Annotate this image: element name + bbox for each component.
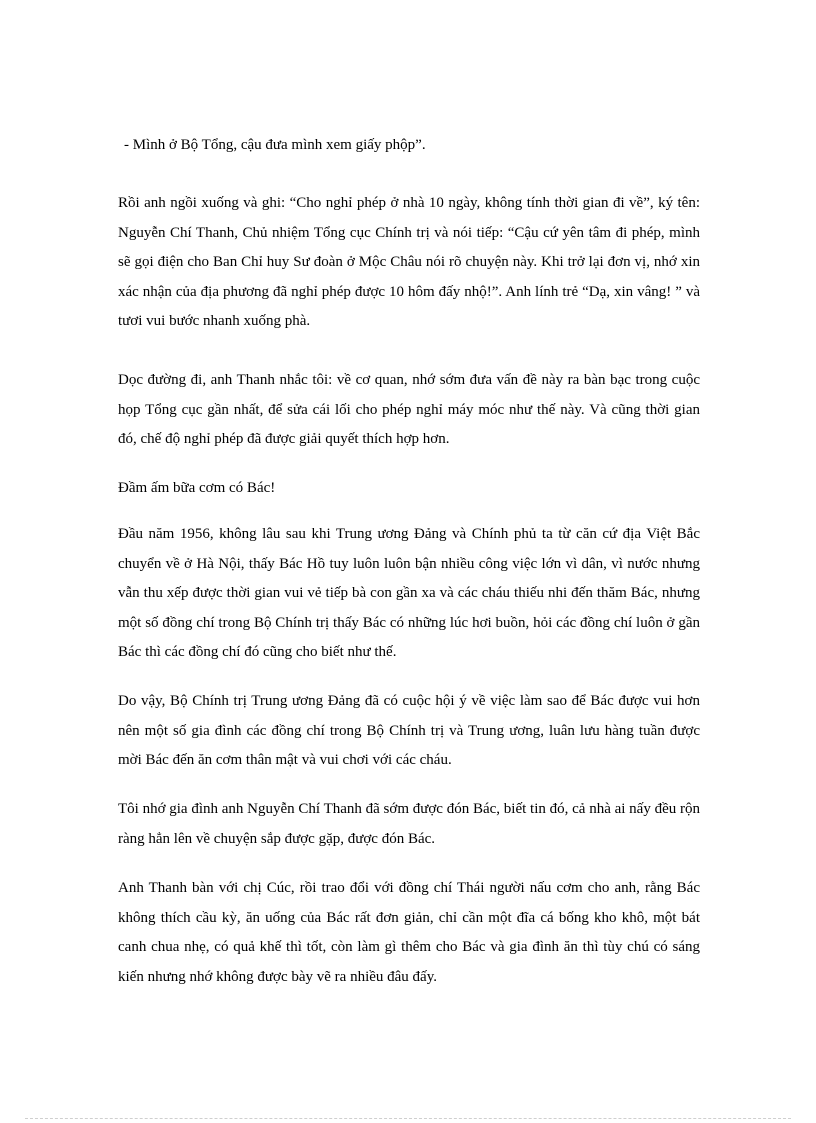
section-heading: Đầm ấm bữa cơm có Bác! (118, 480, 276, 496)
paragraph-3: Đầu năm 1956, không lâu sau khi Trung ương Đảng và Chính phủ ta từ căn cứ địa Việt Bắc chuyển về ở Hà Nội, thấy Bác Hồ tuy luôn luôn bận nhiều công việc lớn vì dân, vì nước nhưng vẫn thu xếp được thời gian vui vẻ tiếp bà con gần xa và các cháu thiếu nhi đến thăm Bác, nhưng một số đồng chí trong Bộ Chính trị thấy Bác có những lúc hơi buồn, hỏi các đồng chí luôn ở gần Bác thì các đồng chí đó cũng cho biết như thế. (118, 526, 700, 660)
dialogue-line: - Mình ở Bộ Tổng, cậu đưa mình xem giấy phộp”. (124, 137, 426, 153)
paragraph-2: Dọc đường đi, anh Thanh nhắc tôi: về cơ quan, nhớ sớm đưa vấn đề này ra bàn bạc trong cuộc họp Tổng cục gần nhất, để sửa cái lối cho phép nghỉ máy móc như thế này. Và cũng thời gian đó, chế độ nghỉ phép đã được giải quyết thích hợp hơn. (118, 372, 700, 447)
paragraph-5: Tôi nhớ gia đình anh Nguyễn Chí Thanh đã sớm được đón Bác, biết tin đó, cả nhà ai nấy đều rộn ràng hẳn lên về chuyện sắp được gặp, được đón Bác. (118, 801, 700, 847)
paragraph-4: Do vậy, Bộ Chính trị Trung ương Đảng đã có cuộc hội ý về việc làm sao để Bác được vui hơn nên một số gia đình các đồng chí trong Bộ Chính trị và Trung ương, luân lưu hàng tuần được mời Bác đến ăn cơm thân mật và vui chơi với các cháu. (118, 693, 700, 768)
page-bottom-divider (25, 1118, 791, 1119)
paragraph-6: Anh Thanh bàn với chị Cúc, rồi trao đổi với đồng chí Thái người nấu cơm cho anh, rằng Bác không thích cầu kỳ, ăn uống của Bác rất đơn giản, chỉ cần một đĩa cá bống kho khô, một bát canh chua nhẹ, có quả khế thì tốt, còn làm gì thêm cho Bác và gia đình ăn thì tùy chú có sáng kiến nhưng nhớ không được bày vẽ ra nhiều đâu đấy. (118, 880, 700, 985)
paragraph-1: Rồi anh ngồi xuống và ghi: “Cho nghỉ phép ở nhà 10 ngày, không tính thời gian đi về”, ký tên: Nguyễn Chí Thanh, Chủ nhiệm Tổng cục Chính trị và nói tiếp: “Cậu cứ yên tâm đi phép, mình sẽ gọi điện cho Ban Chỉ huy Sư đoàn ở Mộc Châu nói rõ chuyện này. Khi trở lại đơn vị, nhớ xin xác nhận của địa phương đã nghỉ phép được 10 hôm đấy nhộ!”. Anh lính trẻ “Dạ, xin vâng! ” và tươi vui bước nhanh xuống phà. (118, 195, 700, 329)
